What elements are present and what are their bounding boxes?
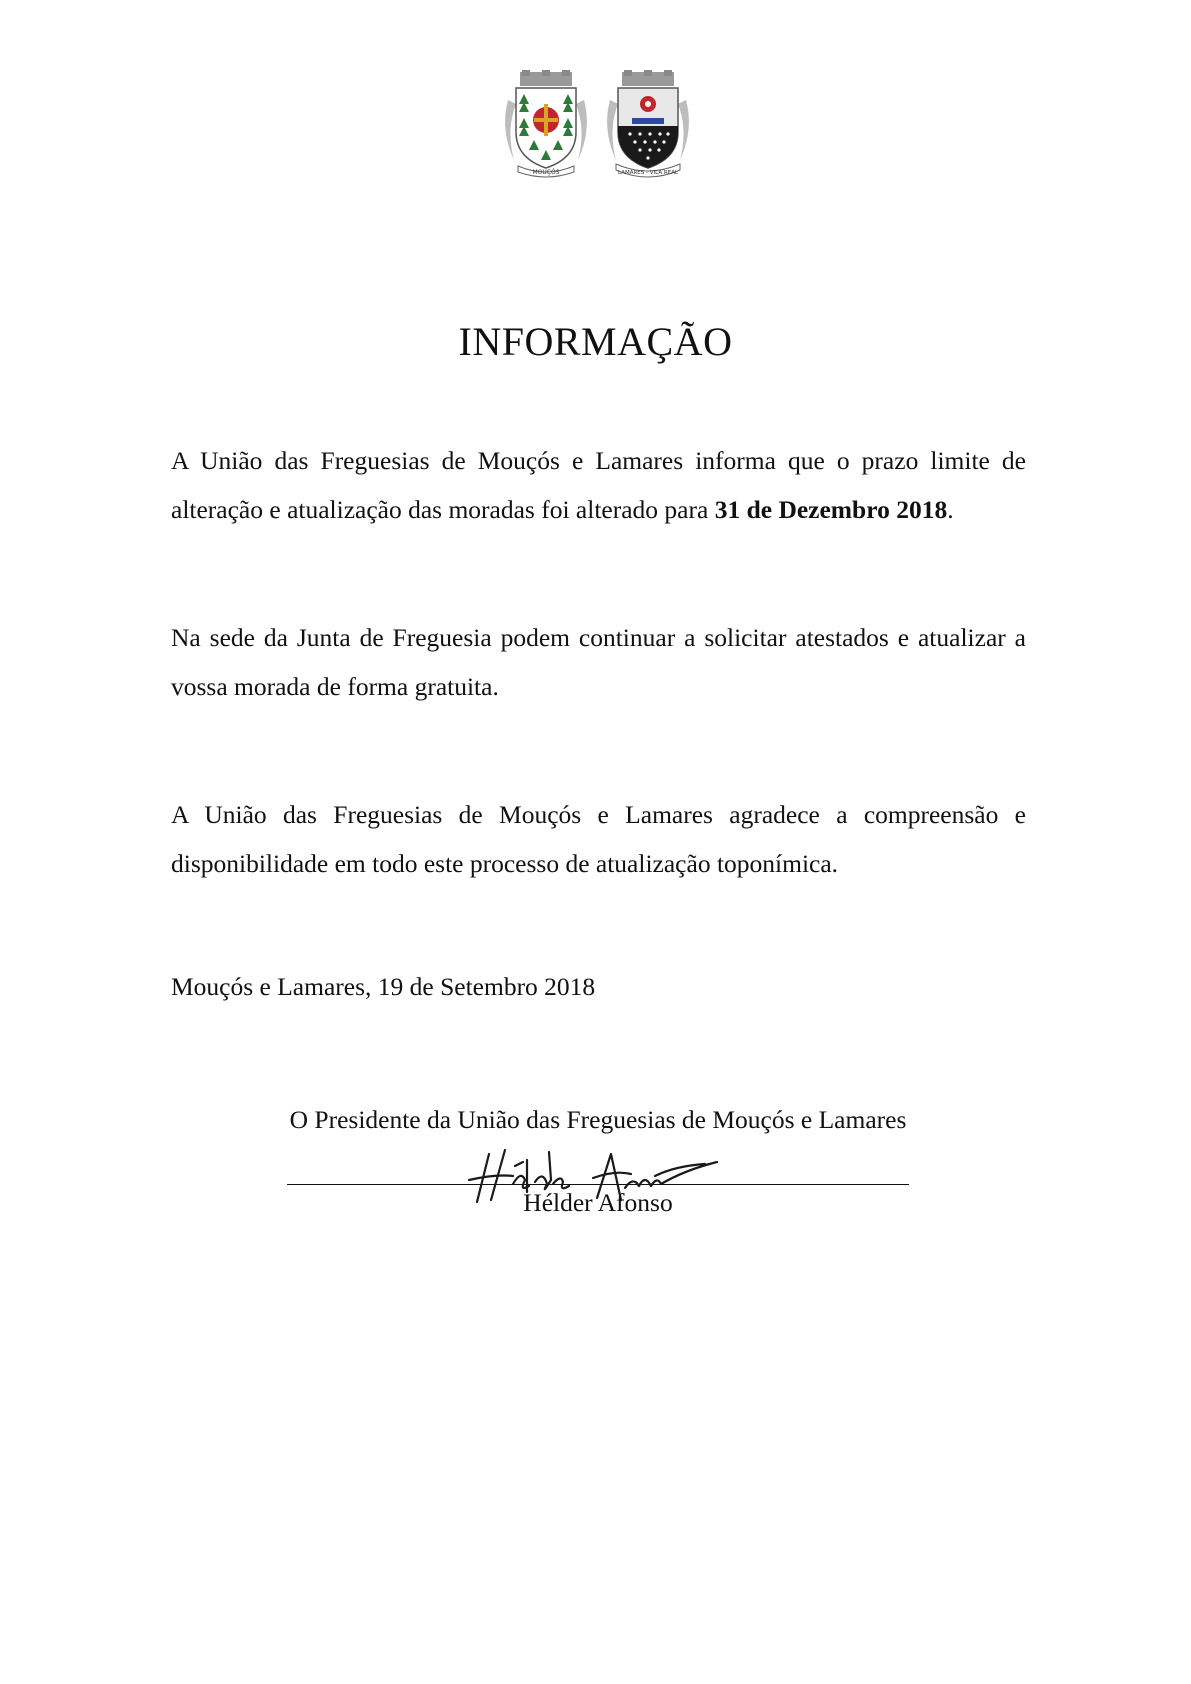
document-title: INFORMAÇÃO [458,319,733,364]
lamares-coat-of-arms-icon [602,70,694,180]
svg-text:MOUÇÓS: MOUÇÓS [532,169,560,176]
moucos-coat-of-arms-icon [500,70,592,180]
deadline-date: 31 de Dezembro 2018 [714,495,948,524]
paragraph-services: Na sede da Junta de Freguesia podem continuar a solicitar atestados e atualizar a vossa morada de forma gratuita. [171,623,1026,701]
signatory-role: O Presidente da União das Freguesias de Mouçós e Lamares [289,1105,907,1134]
place-and-date: Mouçós e Lamares, 19 de Setembro 2018 [171,972,596,1001]
paragraph-thanks: A União das Freguesias de Mouçós e Lamares agradece a compreensão e disponibilidade em todo este processo de atualização toponímica. [171,800,1026,878]
paragraph-deadline [171,436,1026,534]
paragraph-deadline-text: A União das Freguesias de Mouçós e Lamares informa que o prazo limite de alteração e atualização das moradas foi alterado para [171,446,1026,524]
svg-text:LAMARES - VILA REAL: LAMARES - VILA REAL [618,170,678,176]
signatory-name: Hélder Afonso [523,1188,673,1217]
parish-crests [500,70,700,180]
paragraph-deadline-end: . [947,495,954,524]
